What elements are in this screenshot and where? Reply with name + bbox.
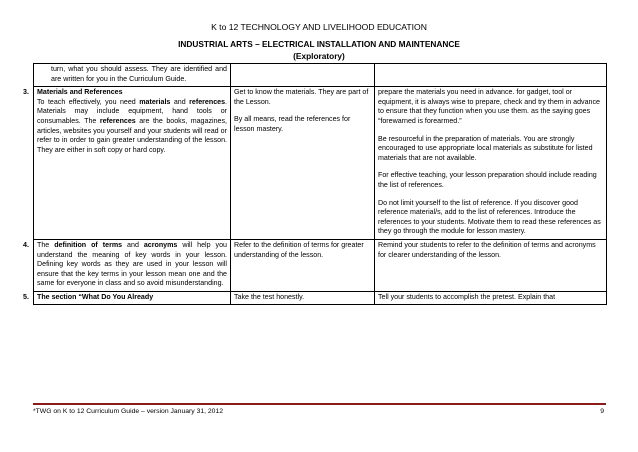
body-text: . Materials may include equipment, hand tools or consumables. The: [37, 97, 228, 125]
row-number: 4.: [23, 240, 29, 249]
table-cell: [231, 291, 375, 305]
document-header-subtitle: INDUSTRIAL ARTS – ELECTRICAL INSTALLATION AND MAINTENANCE: [178, 39, 460, 49]
teacher-instruction: Remind your students to refer to the definition of terms and acronyms for clearer understanding of the lesson.: [378, 240, 596, 259]
student-instruction: Refer to the definition of terms for greater understanding of the lesson.: [234, 240, 364, 259]
table-cell: [23, 87, 231, 240]
student-instruction: Get to know the materials. They are part of the Lesson.: [234, 88, 369, 106]
table-cell: [231, 64, 375, 87]
body-text: and: [170, 97, 190, 106]
section-title: The section “What Do You Already: [37, 292, 154, 301]
document-header-qualifier: (Exploratory): [293, 51, 345, 61]
body-text: The: [37, 240, 55, 249]
table-cell: [231, 87, 375, 240]
bold-term: references: [99, 116, 136, 125]
table-cell: [375, 87, 607, 240]
body-text: and: [122, 240, 144, 249]
table-cell: [23, 239, 231, 291]
table-row: [34, 239, 607, 291]
table-cell: [375, 291, 607, 305]
page-number: 9: [600, 408, 604, 415]
body-text: will help you understand the meaning of key words in your lesson. Defining key words as they are used in your lesson will ensure that the key terms in your lesson mean one and the same for everyone in class and so avoid misunderstanding.: [37, 240, 227, 288]
curriculum-guide-table: [23, 63, 607, 305]
bold-term: materials: [139, 97, 171, 106]
section-title: Materials and References: [37, 88, 123, 97]
table-cell: [23, 291, 231, 305]
bold-term: acronyms: [143, 240, 178, 249]
footer-text: *TWG on K to 12 Curriculum Guide – version January 31, 2012: [33, 408, 224, 415]
body-text: To teach effectively, you need: [37, 97, 140, 106]
student-instruction: Take the test honestly.: [234, 292, 305, 301]
footer-rule: [33, 403, 606, 405]
table-cell: [375, 64, 607, 87]
teacher-instruction: Do not limit yourself to the list of reference. If you discover good reference material/s, add to the list of references. Introduce the references to your students. Motivate them to read these references as they go through the module for lesson mastery.: [378, 198, 601, 236]
teacher-instruction: Be resourceful in the preparation of materials. You are strongly encouraged to use appropriate local materials as substitute for listed materials that are not available.: [378, 134, 593, 162]
body-text: are the books, magazines, articles, websites you yourself and your students will read or refer to in order to gain greater understanding of the lesson. They are either in soft copy or hard copy.: [37, 116, 227, 154]
table-row: [34, 64, 607, 87]
document-header-title: K to 12 TECHNOLOGY AND LIVELIHOOD EDUCATION: [211, 22, 427, 32]
row-continuation-text: turn, what you should assess. They are identified and are written for you in the Curriculum Guide.: [51, 65, 227, 83]
table-row: [34, 87, 607, 240]
bold-term: definition of terms: [54, 240, 123, 249]
teacher-instruction: For effective teaching, your lesson preparation should include reading the list of references.: [378, 171, 597, 189]
student-instruction: By all means, read the references for lesson mastery.: [234, 115, 351, 133]
table-cell: [375, 239, 607, 291]
teacher-instruction: prepare the materials you need in advance. for gadget, tool or equipment, it is always wise to prepare, check and try them in advance to ensure that they function when you use them. as the saying goes “forewarned is forearmed.”: [378, 88, 600, 125]
row-number: 3.: [23, 88, 29, 97]
table-cell: [231, 239, 375, 291]
teacher-instruction: Tell your students to accomplish the pretest. Explain that: [378, 292, 556, 301]
table-cell: [34, 64, 231, 87]
bold-term: references: [189, 97, 226, 106]
table-row: [34, 291, 607, 305]
row-number: 5.: [23, 292, 29, 301]
